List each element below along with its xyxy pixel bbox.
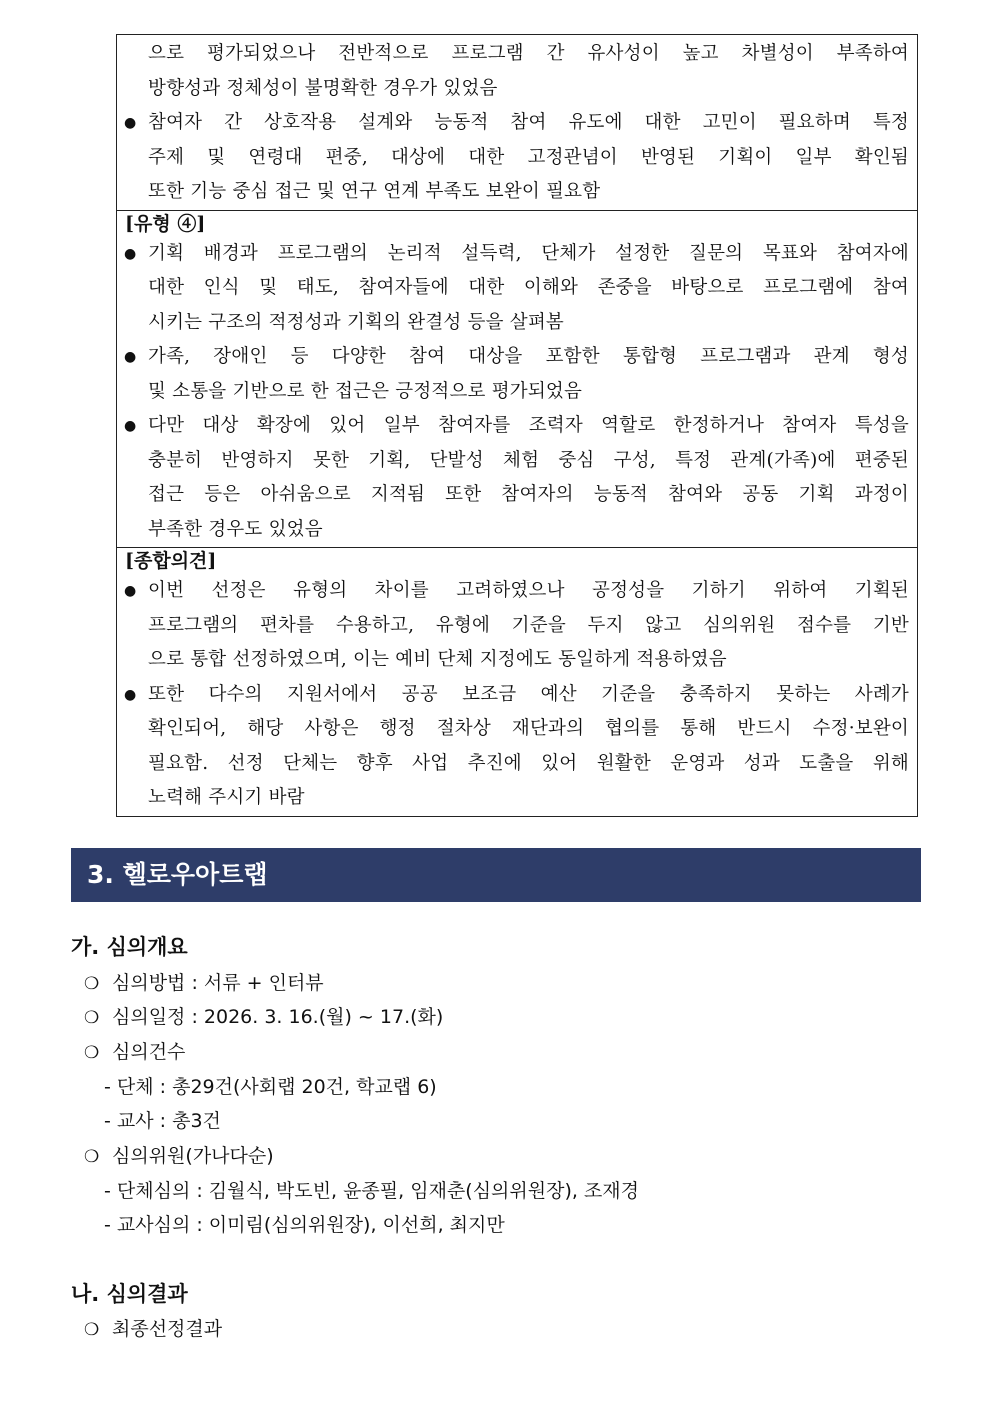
bullet-paragraph	[117, 340, 917, 409]
text-line: 다만 대상 확장에 있어 일부 참여자를 조력자 역할로 한정하거나 참여자 특성을	[148, 415, 909, 436]
review-section-type4	[117, 210, 917, 548]
bullet-icon: ●	[124, 115, 137, 131]
text-line: 가족, 장애인 등 다양한 참여 대상을 포함한 통합형 프로그램과 관계 형성	[148, 346, 909, 367]
text-line: 참여자 간 상호작용 설계와 능동적 참여 유도에 대한 고민이 필요하며 특정	[148, 112, 909, 133]
text-line: 대한 인식 및 태도, 참여자들에 대한 이해와 존중을 바탕으로 프로그램에 참여	[148, 277, 909, 298]
bullet-icon: ●	[124, 583, 137, 599]
section-title: [유형 ④]	[125, 212, 206, 235]
sub-item-group-members: - 단체심의 : 김월식, 박도빈, 윤종필, 임재춘(심의위원장), 조재경	[104, 1180, 640, 1202]
sub-item-teacher-count: - 교사 : 총3건	[104, 1110, 221, 1132]
item-text: 심의건수	[112, 1041, 186, 1063]
text-line: 확인되어, 해당 사항은 행정 절차상 재단과의 협의를 통해 반드시 수정·보완이	[148, 718, 909, 739]
review-section-continued	[117, 35, 917, 210]
text-line: 으로 평가되었으나 전반적으로 프로그램 간 유사성이 높고 차별성이 부족하여	[148, 43, 909, 64]
text-line: 시키는 구조의 적정성과 기획의 완결성 등을 살펴봄	[148, 311, 564, 333]
list-item-method	[84, 968, 324, 998]
text-line: 이번 선정은 유형의 차이를 고려하였으나 공정성을 기하기 위하여 기획된	[148, 580, 909, 601]
text-line: 으로 통합 선정하였으며, 이는 예비 단체 지정에도 동일하게 적용하였음	[148, 649, 727, 670]
review-table	[116, 34, 918, 817]
bullet-paragraph	[117, 35, 917, 106]
text-line: 및 소통을 기반으로 한 접근은 긍정적으로 평가되었음	[148, 380, 583, 402]
circle-bullet-icon: ❍	[84, 1147, 100, 1167]
text-line: 접근 등은 아쉬움으로 지적됨 또한 참여자의 능동적 참여와 공동 기획 과정이	[148, 484, 909, 505]
bullet-paragraph	[117, 237, 917, 341]
bullet-icon: ●	[124, 686, 137, 703]
section-banner: 3. 헬로우아트랩	[71, 848, 921, 902]
item-text: 최종선정결과	[112, 1318, 223, 1340]
list-item-members	[84, 1141, 274, 1171]
bullet-paragraph	[117, 106, 917, 210]
list-item-schedule	[84, 1002, 443, 1032]
bullet-icon: ●	[124, 245, 137, 262]
item-text: 심의방법 : 서류 + 인터뷰	[112, 972, 324, 994]
bullet-paragraph	[117, 574, 917, 678]
section-title: [종합의견]	[125, 550, 217, 572]
bullet-paragraph	[117, 409, 917, 547]
circle-bullet-icon: ❍	[84, 1320, 100, 1340]
circle-bullet-icon: ❍	[84, 974, 100, 994]
circle-bullet-icon: ❍	[84, 1008, 100, 1028]
text-line: 방향성과 정체성이 불명확한 경우가 있었음	[148, 77, 498, 99]
text-line: 부족한 경우도 있었음	[148, 518, 323, 540]
text-line: 또한 다수의 지원서에서 공공 보조금 예산 기준을 충족하지 못하는 사례가	[148, 683, 909, 705]
sub-item-teacher-members: - 교사심의 : 이미림(심의위원장), 이선희, 최지만	[104, 1214, 505, 1236]
list-item-count	[84, 1037, 185, 1067]
list-item-final	[84, 1314, 222, 1344]
heading-review-result: 나. 심의결과	[71, 1282, 188, 1306]
heading-review-overview: 가. 심의개요	[71, 935, 188, 959]
circle-bullet-icon: ❍	[84, 1043, 100, 1063]
bullet-paragraph	[117, 678, 917, 816]
text-line: 주제 및 연령대 편중, 대상에 대한 고정관념이 반영된 기획이 일부 확인됨	[148, 146, 909, 168]
bullet-icon: ●	[124, 418, 137, 434]
review-section-overall	[117, 547, 917, 816]
text-line: 노력해 주시기 바람	[148, 787, 305, 808]
item-text: 심의일정 : 2026. 3. 16.(월) ~ 17.(화)	[112, 1006, 444, 1028]
text-line: 또한 기능 중심 접근 및 연구 연계 부족도 보완이 필요함	[148, 181, 601, 202]
item-text: 심의위원(가나다순)	[112, 1145, 274, 1167]
bullet-icon: ●	[124, 349, 137, 365]
sub-item-group-count: - 단체 : 총29건(사회랩 20건, 학교랩 6)	[104, 1076, 437, 1098]
text-line: 충분히 반영하지 못한 기획, 단발성 체험 중심 구성, 특정 관계(가족)에 편중된	[148, 449, 909, 471]
text-line: 프로그램의 편차를 수용하고, 유형에 기준을 두지 않고 심의위원 점수를 기반	[148, 614, 909, 636]
text-line: 필요함. 선정 단체는 향후 사업 추진에 있어 원활한 운영과 성과 도출을 위해	[148, 752, 909, 774]
text-line: 기획 배경과 프로그램의 논리적 설득력, 단체가 설정한 질문의 목표와 참여자에	[148, 242, 909, 264]
